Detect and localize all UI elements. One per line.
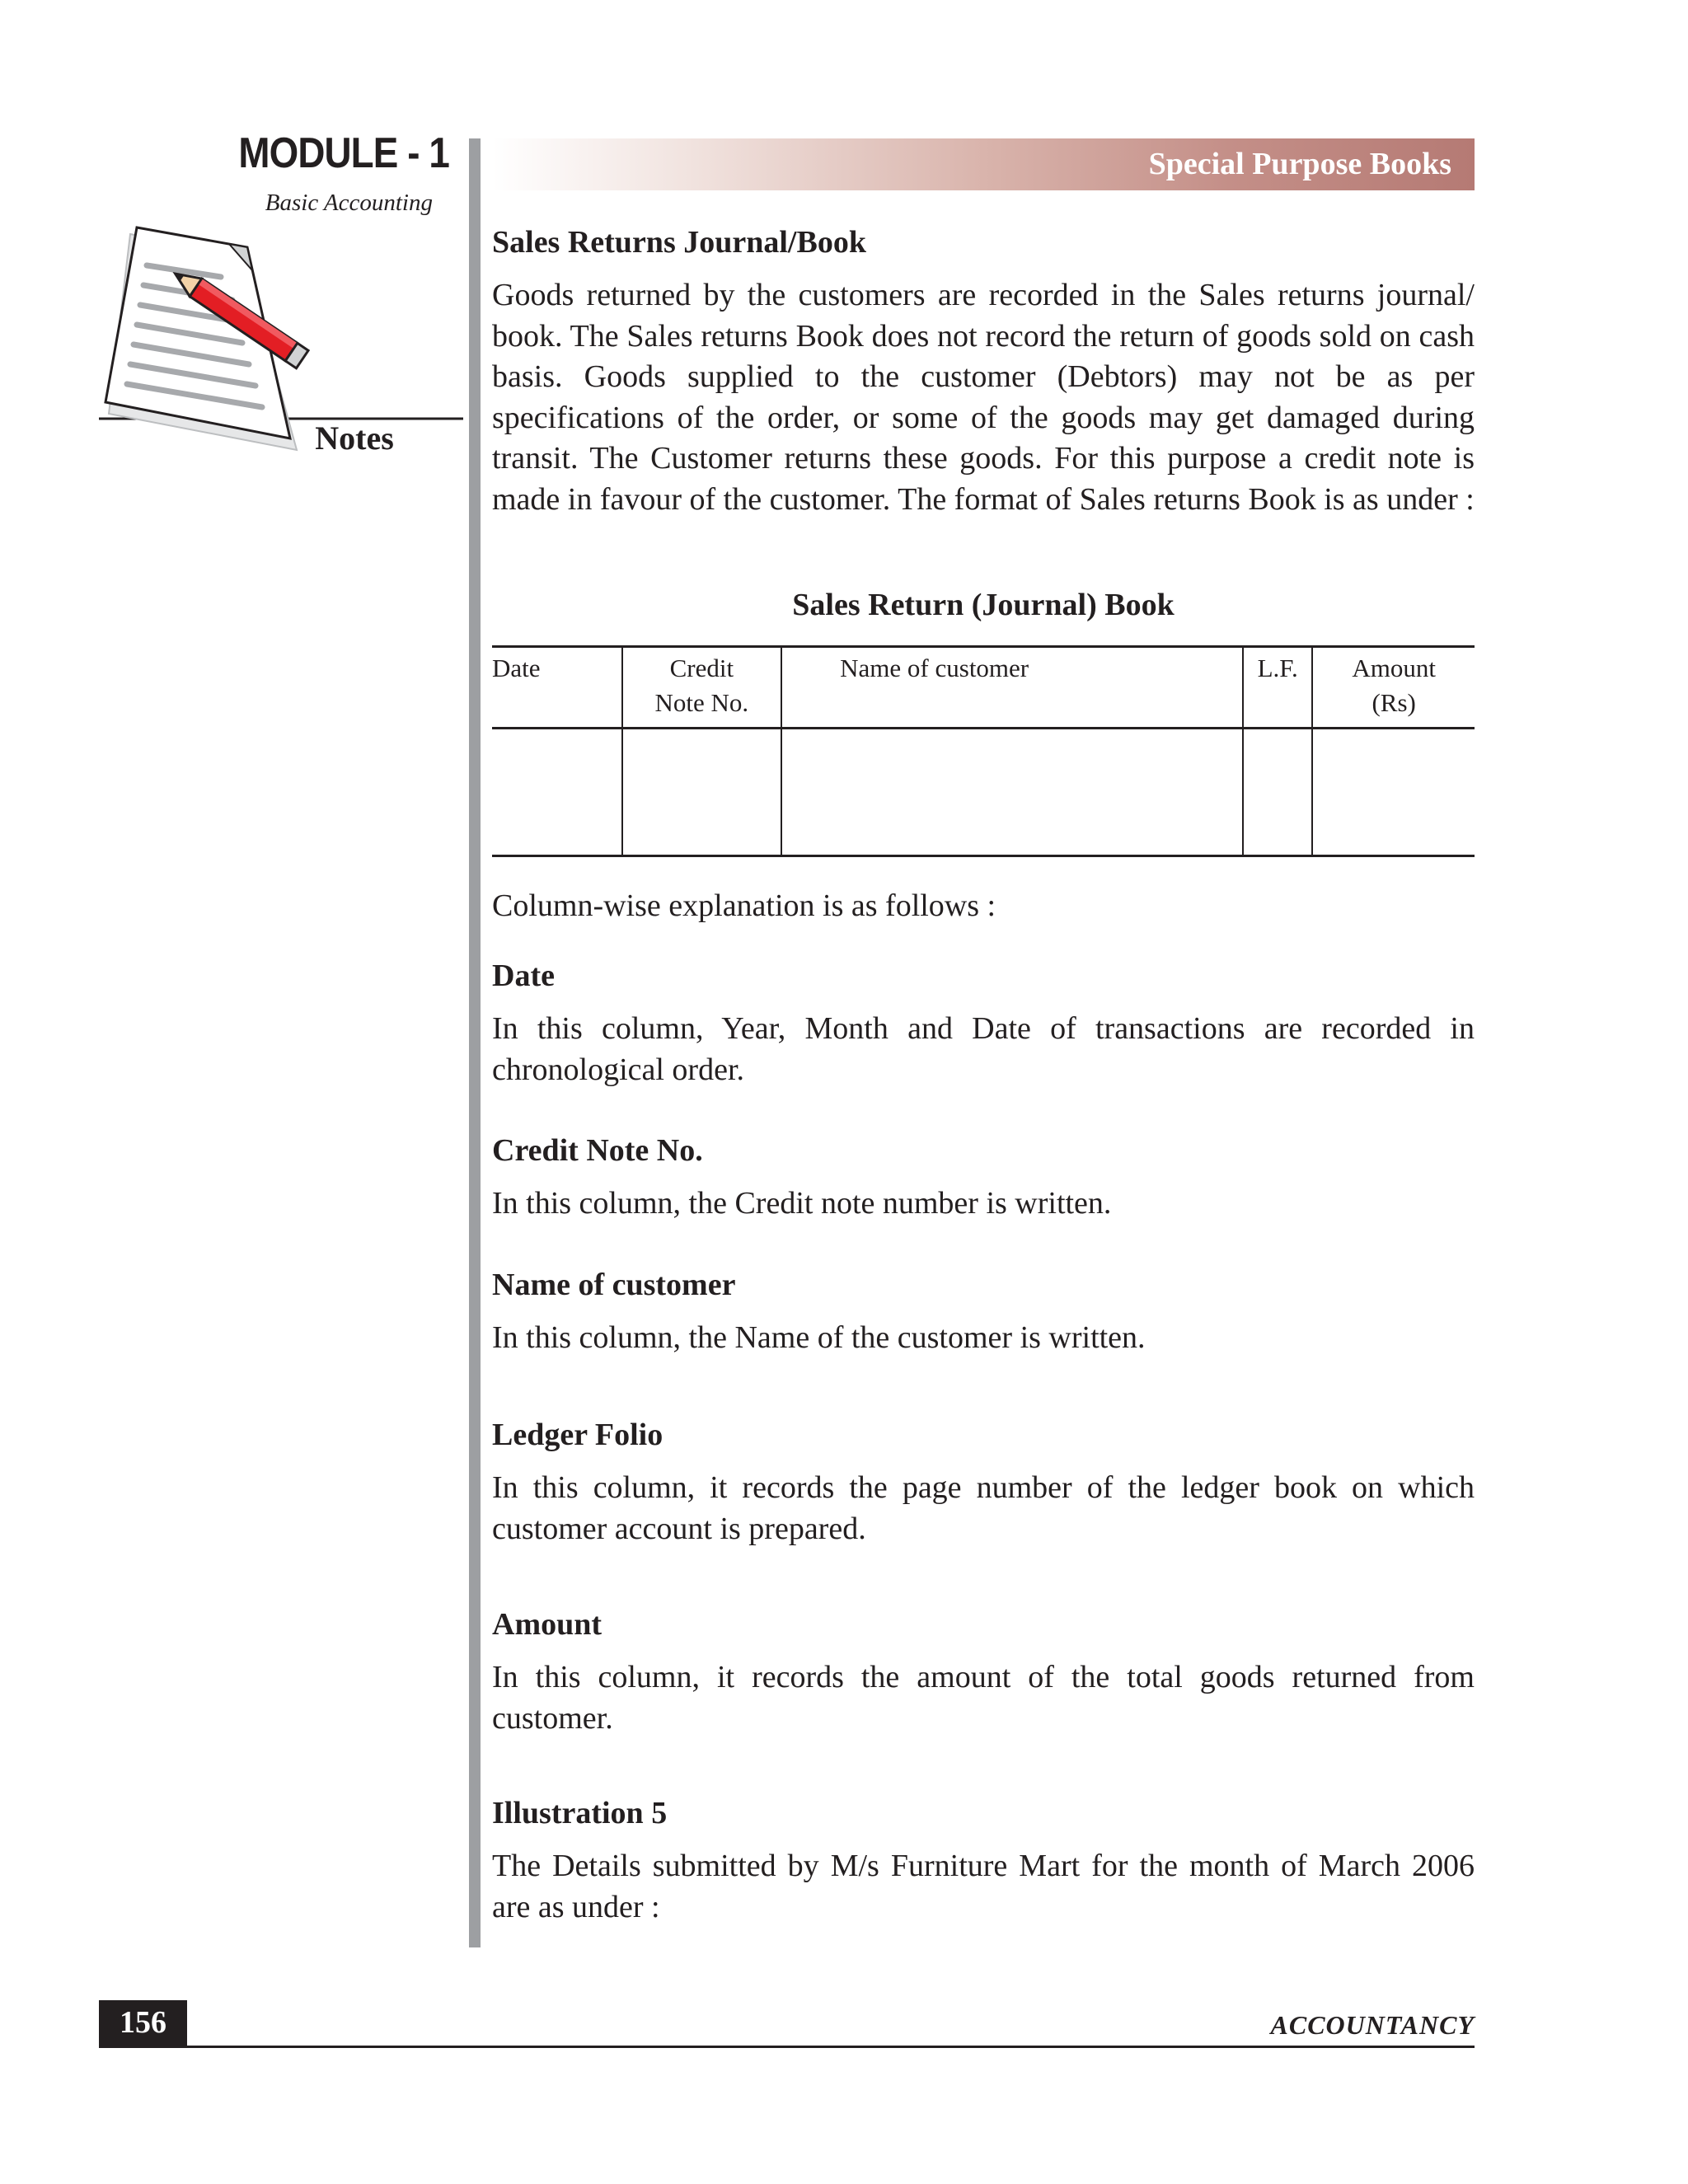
explanation-item: [492, 1415, 1475, 1549]
module-title: MODULE - 1: [238, 129, 449, 177]
col-header-credit-note: [622, 647, 782, 729]
col-header-amount-line1: Amount: [1352, 654, 1436, 682]
col-header-amount-line2: (Rs): [1372, 688, 1416, 717]
sales-return-journal-table: [492, 645, 1475, 857]
footer-subject: ACCOUNTANCY: [1270, 2010, 1475, 2040]
table-cell-date: [492, 729, 622, 856]
footer-rule: [99, 2046, 1475, 2048]
col-header-name-label: Name of customer: [840, 654, 1029, 682]
illustration-heading: Illustration 5: [492, 1796, 668, 1830]
col-header-lf-label: L.F.: [1257, 654, 1298, 682]
section-intro-paragraph: Goods returned by the customers are recorded in the Sales returns journal/ book. The Sales returns Book does not record the return of goods sold on cash basis. Goods supplied to the customer (Debtors) may not be as per specifications of the order, or some of the goods may get damaged during transit. The Customer returns these goods. For this purpose a credit note is made in favour of the customer. The format of Sales returns Book is as under :: [492, 278, 1475, 517]
explanation-item: [492, 1605, 1475, 1739]
explanation-heading-credit-note: Credit Note No.: [492, 1133, 703, 1168]
explanation-text-amount: In this column, it records the amount of the total goods returned from customer.: [492, 1660, 1475, 1736]
explanation-lead: Column-wise explanation is as follows :: [492, 888, 996, 923]
illustration-text: The Details submitted by M/s Furniture Mart for the month of March 2006 are as under :: [492, 1849, 1475, 1924]
explanation-heading-ledger-folio: Ledger Folio: [492, 1418, 663, 1452]
explanation-text-credit-note: In this column, the Credit note number is written.: [492, 1186, 1112, 1221]
explanation-text-customer-name: In this column, the Name of the customer is written.: [492, 1320, 1146, 1355]
table-title: Sales Return (Journal) Book: [792, 588, 1175, 622]
explanation-heading-amount: Amount: [492, 1607, 603, 1642]
explanation-text-ledger-folio: In this column, it records the page number of the ledger book on which customer account is prepared.: [492, 1470, 1475, 1546]
illustration-block: [492, 1793, 1475, 1928]
explanation-text-date: In this column, Year, Month and Date of transactions are recorded in chronological order.: [492, 1011, 1475, 1087]
explanation-item: [492, 1131, 1475, 1225]
section-heading: Sales Returns Journal/Book: [492, 225, 866, 260]
notes-label: Notes: [315, 419, 394, 457]
table-cell-lf: [1243, 729, 1312, 856]
explanation-item: [492, 1265, 1475, 1359]
module-subtitle: Basic Accounting: [265, 190, 433, 216]
table-cell-credit-note: [622, 729, 782, 856]
col-header-date: [492, 647, 622, 729]
explanation-heading-date: Date: [492, 958, 555, 993]
table-row: [492, 729, 1475, 856]
chapter-title: Special Purpose Books: [1148, 147, 1451, 181]
col-header-credit-line1: Credit: [669, 654, 734, 682]
col-header-lf: [1243, 647, 1312, 729]
explanation-heading-customer-name: Name of customer: [492, 1268, 736, 1302]
table-cell-customer-name: [781, 729, 1243, 856]
page-number: 156: [99, 2000, 187, 2046]
explanation-lead-block: [492, 886, 1475, 927]
explanation-item: [492, 956, 1475, 1090]
col-header-credit-line2: Note No.: [654, 688, 749, 717]
col-header-date-label: Date: [492, 654, 541, 682]
table-header-row: [492, 647, 1475, 729]
section-intro: [492, 223, 1475, 520]
col-header-customer-name: [781, 647, 1243, 729]
margin-divider: [469, 138, 481, 1947]
table-cell-amount: [1312, 729, 1475, 856]
chapter-header-band: [492, 138, 1475, 190]
col-header-amount: [1312, 647, 1475, 729]
